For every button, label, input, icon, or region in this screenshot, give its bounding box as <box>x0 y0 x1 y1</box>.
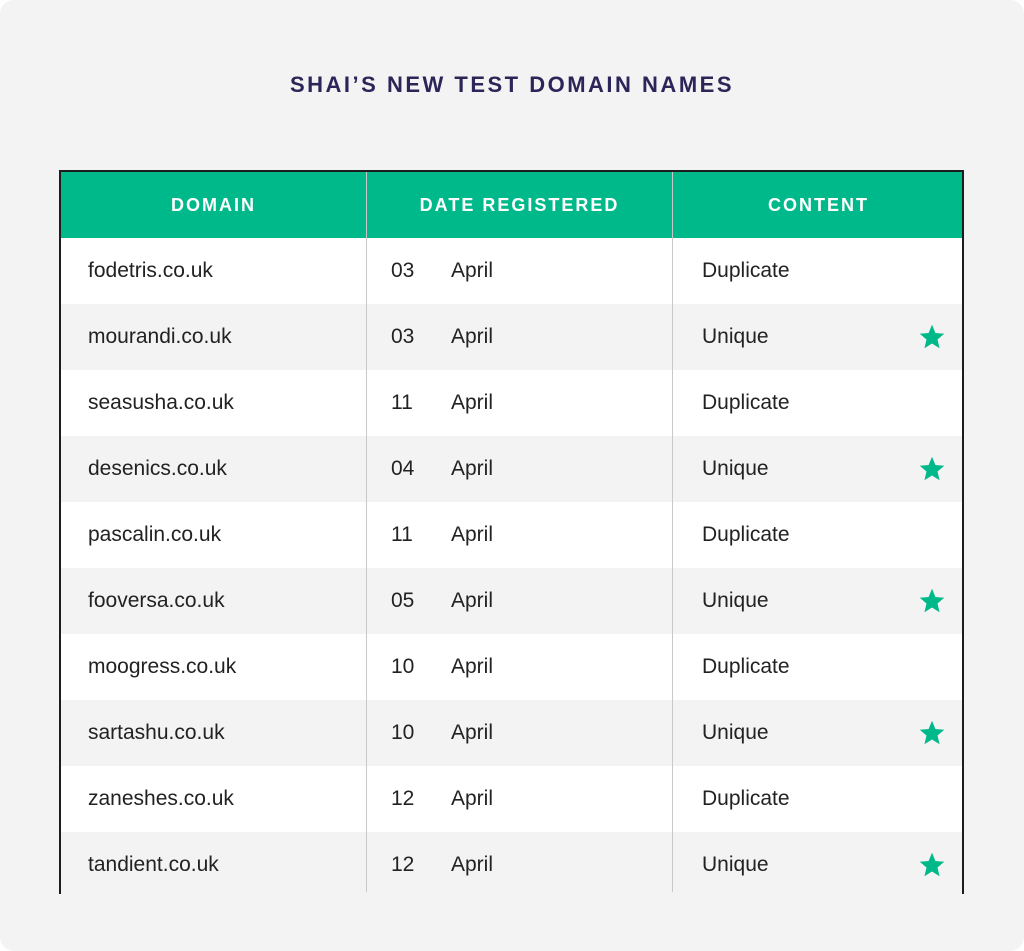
table-row <box>61 634 962 700</box>
domain-cell: moogress.co.uk <box>88 655 237 678</box>
month-cell: April <box>451 787 494 810</box>
content-cell: Unique <box>702 457 769 480</box>
day-cell: 05 <box>391 589 415 612</box>
star-icon <box>918 719 946 747</box>
domain-cell: desenics.co.uk <box>88 457 227 480</box>
column-divider <box>366 172 367 892</box>
day-cell: 03 <box>391 325 415 348</box>
table-row <box>61 766 962 832</box>
day-cell: 12 <box>391 787 415 810</box>
domain-cell: tandient.co.uk <box>88 853 219 876</box>
table-row <box>61 502 962 568</box>
table-row <box>61 700 962 766</box>
table-header <box>61 172 962 238</box>
content-cell: Unique <box>702 325 769 348</box>
column-header-date-registered: DATE REGISTERED <box>419 195 620 215</box>
domain-table <box>59 170 964 894</box>
page-title: SHAI’S NEW TEST DOMAIN NAMES <box>289 72 734 97</box>
content-cell: Unique <box>702 589 769 612</box>
table-row <box>61 832 962 898</box>
table-row <box>61 238 962 304</box>
table-row <box>61 304 962 370</box>
month-cell: April <box>451 391 494 414</box>
day-cell: 11 <box>391 523 413 546</box>
month-cell: April <box>451 721 494 744</box>
month-cell: April <box>451 523 494 546</box>
day-cell: 12 <box>391 853 415 876</box>
content-cell: Unique <box>702 853 769 876</box>
domain-cell: fodetris.co.uk <box>88 259 213 282</box>
month-cell: April <box>451 259 494 282</box>
month-cell: April <box>451 853 494 876</box>
day-cell: 11 <box>391 391 413 414</box>
month-cell: April <box>451 589 494 612</box>
star-icon <box>918 455 946 483</box>
domain-cell: pascalin.co.uk <box>88 523 222 546</box>
day-cell: 03 <box>391 259 415 282</box>
domain-cell: seasusha.co.uk <box>88 391 234 414</box>
domain-cell: sartashu.co.uk <box>88 721 225 744</box>
content-cell: Unique <box>702 721 769 744</box>
table-row <box>61 436 962 502</box>
star-icon <box>918 323 946 351</box>
domain-cell: mourandi.co.uk <box>88 325 232 348</box>
day-cell: 10 <box>391 655 415 678</box>
content-cell: Duplicate <box>702 523 790 546</box>
column-header-content: CONTENT <box>768 195 869 215</box>
column-header-domain: DOMAIN <box>171 195 256 215</box>
month-cell: April <box>451 325 494 348</box>
month-cell: April <box>451 655 494 678</box>
star-icon <box>918 587 946 615</box>
domain-cell: zaneshes.co.uk <box>88 787 234 810</box>
star-icon <box>918 851 946 879</box>
content-cell: Duplicate <box>702 259 790 282</box>
domain-cell: fooversa.co.uk <box>88 589 225 612</box>
day-cell: 10 <box>391 721 415 744</box>
table-row <box>61 370 962 436</box>
month-cell: April <box>451 457 494 480</box>
content-cell: Duplicate <box>702 655 790 678</box>
content-cell: Duplicate <box>702 787 790 810</box>
content-cell: Duplicate <box>702 391 790 414</box>
day-cell: 04 <box>391 457 415 480</box>
table-row <box>61 568 962 634</box>
column-divider <box>672 172 673 892</box>
